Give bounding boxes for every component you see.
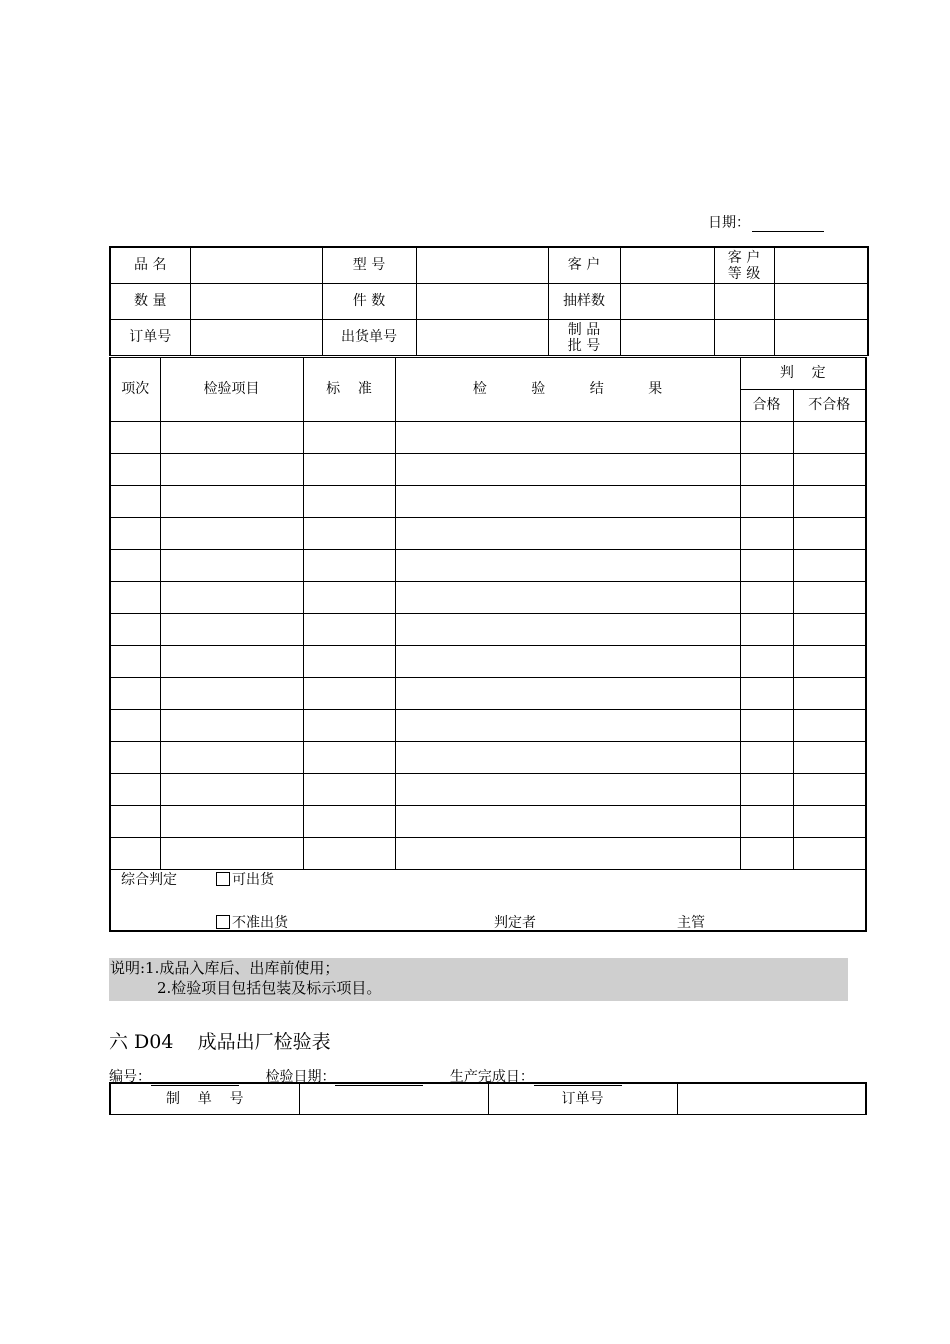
table-row <box>110 678 866 710</box>
ship-checkbox[interactable] <box>216 872 230 886</box>
note-line2: 2.检验项目包括包装及标示项目。 <box>157 979 382 997</box>
option-ship-label: 可出货 <box>232 872 274 888</box>
blank-cell[interactable] <box>714 284 774 320</box>
result-cell[interactable] <box>395 806 740 838</box>
blank-cell[interactable] <box>774 320 868 356</box>
fail-cell[interactable] <box>793 742 866 774</box>
shipment-no-cell[interactable] <box>416 320 548 356</box>
blank-cell[interactable] <box>774 284 868 320</box>
table-row <box>110 838 866 870</box>
customer-grade-cell[interactable] <box>774 247 868 284</box>
inspection-table <box>109 357 867 870</box>
note-box <box>109 958 848 1001</box>
customer-grade-line1: 客 户 <box>727 249 761 266</box>
summary-label: 综合判定 <box>121 872 177 888</box>
item-no-cell[interactable] <box>110 422 160 454</box>
order-no-cell[interactable] <box>677 1083 866 1115</box>
supervisor-signature <box>677 912 807 932</box>
fail-cell[interactable] <box>793 838 866 870</box>
standard-cell[interactable] <box>303 710 395 742</box>
manufacture-no-label: 制 单 号 <box>110 1083 299 1115</box>
fail-cell[interactable] <box>793 646 866 678</box>
standard-cell[interactable] <box>303 646 395 678</box>
standard-cell[interactable] <box>303 422 395 454</box>
pass-cell[interactable] <box>740 582 793 614</box>
batch-label <box>548 320 620 356</box>
pass-cell[interactable] <box>740 678 793 710</box>
item-no-cell[interactable] <box>110 838 160 870</box>
table-row <box>110 646 866 678</box>
quantity-label: 数 量 <box>110 284 190 320</box>
sample-count-label: 抽样数 <box>548 284 620 320</box>
standard-cell[interactable] <box>303 806 395 838</box>
item-cell[interactable] <box>160 582 303 614</box>
batch-line1: 制 品 <box>567 321 601 338</box>
item-cell[interactable] <box>160 710 303 742</box>
supervisor-label: 主管 <box>677 915 705 931</box>
pass-cell[interactable] <box>740 614 793 646</box>
pass-cell[interactable] <box>740 486 793 518</box>
col-result: 检 验 结 果 <box>395 358 740 422</box>
customer-grade-line2: 等 级 <box>727 265 761 282</box>
table-row <box>110 454 866 486</box>
result-cell[interactable] <box>395 710 740 742</box>
item-cell[interactable] <box>160 806 303 838</box>
date-line <box>708 212 824 232</box>
item-cell[interactable] <box>160 518 303 550</box>
note-line1: 说明:1.成品入库后、出库前使用； <box>110 959 340 977</box>
inspect-date-label: 检验日期： <box>265 1069 336 1085</box>
result-cell[interactable] <box>395 582 740 614</box>
standard-cell[interactable] <box>303 838 395 870</box>
table-row <box>110 614 866 646</box>
result-cell[interactable] <box>395 454 740 486</box>
fail-cell[interactable] <box>793 550 866 582</box>
pass-cell[interactable] <box>740 774 793 806</box>
shipment-no-label: 出货单号 <box>322 320 416 356</box>
result-cell[interactable] <box>395 486 740 518</box>
fail-cell[interactable] <box>793 454 866 486</box>
pass-cell[interactable] <box>740 550 793 582</box>
fail-cell[interactable] <box>793 710 866 742</box>
standard-cell[interactable] <box>303 614 395 646</box>
item-no-cell[interactable] <box>110 486 160 518</box>
item-cell[interactable] <box>160 614 303 646</box>
result-cell[interactable] <box>395 678 740 710</box>
item-no-cell[interactable] <box>110 646 160 678</box>
standard-cell[interactable] <box>303 742 395 774</box>
table-row <box>110 486 866 518</box>
item-no-cell[interactable] <box>110 582 160 614</box>
batch-line2: 批 号 <box>567 337 601 354</box>
batch-cell[interactable] <box>620 320 714 356</box>
item-no-cell[interactable] <box>110 614 160 646</box>
order-no-cell[interactable] <box>190 320 322 356</box>
product-info-table <box>109 246 869 356</box>
date-blank[interactable] <box>752 217 824 232</box>
pass-cell[interactable] <box>740 454 793 486</box>
item-cell[interactable] <box>160 646 303 678</box>
order-no-label: 订单号 <box>110 320 190 356</box>
standard-cell[interactable] <box>303 518 395 550</box>
fail-cell[interactable] <box>793 614 866 646</box>
pass-cell[interactable] <box>740 838 793 870</box>
customer-label: 客 户 <box>548 247 620 284</box>
pass-cell[interactable] <box>740 646 793 678</box>
supervisor-blank[interactable] <box>705 916 807 932</box>
standard-cell[interactable] <box>303 486 395 518</box>
standard-cell[interactable] <box>303 774 395 806</box>
table-row <box>110 582 866 614</box>
product-name-cell[interactable] <box>190 247 322 284</box>
quantity-cell[interactable] <box>190 284 322 320</box>
item-cell[interactable] <box>160 838 303 870</box>
standard-cell[interactable] <box>303 678 395 710</box>
item-no-cell[interactable] <box>110 518 160 550</box>
item-no-cell[interactable] <box>110 454 160 486</box>
table-row <box>110 710 866 742</box>
fail-cell[interactable] <box>793 678 866 710</box>
pass-cell[interactable] <box>740 422 793 454</box>
judge-label: 判定者 <box>494 915 536 931</box>
col-judge: 判 定 <box>740 358 866 390</box>
fail-cell[interactable] <box>793 774 866 806</box>
result-cell[interactable] <box>395 646 740 678</box>
fail-cell[interactable] <box>793 582 866 614</box>
item-no-cell[interactable] <box>110 742 160 774</box>
table-row <box>110 518 866 550</box>
item-cell[interactable] <box>160 422 303 454</box>
customer-grade-label <box>714 247 774 284</box>
col-item-no: 项次 <box>110 358 160 422</box>
result-cell[interactable] <box>395 614 740 646</box>
table-row <box>110 774 866 806</box>
model-cell[interactable] <box>416 247 548 284</box>
result-cell[interactable] <box>395 518 740 550</box>
number-label: 编号： <box>109 1069 151 1085</box>
item-cell[interactable] <box>160 454 303 486</box>
sample-count-cell[interactable] <box>620 284 714 320</box>
col-item: 检验项目 <box>160 358 303 422</box>
no-ship-checkbox[interactable] <box>216 915 230 929</box>
production-done-label: 生产完成日： <box>449 1069 534 1085</box>
blank-cell[interactable] <box>714 320 774 356</box>
pass-cell[interactable] <box>740 710 793 742</box>
order-no-label: 订单号 <box>488 1083 677 1115</box>
result-cell[interactable] <box>395 774 740 806</box>
section-title: 六 D04 成品出厂检验表 <box>109 1031 331 1053</box>
item-cell[interactable] <box>160 774 303 806</box>
option-no-ship[interactable] <box>216 912 288 932</box>
date-label: 日期： <box>708 215 750 231</box>
result-cell[interactable] <box>395 742 740 774</box>
summary-box <box>109 866 867 932</box>
standard-cell[interactable] <box>303 550 395 582</box>
pass-cell[interactable] <box>740 742 793 774</box>
item-cell[interactable] <box>160 742 303 774</box>
pass-cell[interactable] <box>740 518 793 550</box>
fail-cell[interactable] <box>793 486 866 518</box>
item-cell[interactable] <box>160 678 303 710</box>
standard-cell[interactable] <box>303 582 395 614</box>
fail-cell[interactable] <box>793 518 866 550</box>
item-no-cell[interactable] <box>110 774 160 806</box>
col-fail: 不合格 <box>793 390 866 422</box>
fail-cell[interactable] <box>793 422 866 454</box>
item-no-cell[interactable] <box>110 710 160 742</box>
item-no-cell[interactable] <box>110 550 160 582</box>
col-standard: 标 准 <box>303 358 395 422</box>
item-cell[interactable] <box>160 550 303 582</box>
table-row <box>110 806 866 838</box>
standard-cell[interactable] <box>303 454 395 486</box>
pieces-cell[interactable] <box>416 284 548 320</box>
pieces-label: 件 数 <box>322 284 416 320</box>
judge-signature <box>494 912 628 932</box>
table-row <box>110 550 866 582</box>
product-name-label: 品 名 <box>110 247 190 284</box>
option-no-ship-label: 不准出货 <box>232 915 288 931</box>
table-row <box>110 742 866 774</box>
result-cell[interactable] <box>395 838 740 870</box>
result-cell[interactable] <box>395 550 740 582</box>
result-cell[interactable] <box>395 422 740 454</box>
model-label: 型 号 <box>322 247 416 284</box>
col-pass: 合格 <box>740 390 793 422</box>
option-ship[interactable] <box>216 869 274 889</box>
item-cell[interactable] <box>160 486 303 518</box>
fail-cell[interactable] <box>793 806 866 838</box>
item-no-cell[interactable] <box>110 806 160 838</box>
judge-blank[interactable] <box>536 916 628 932</box>
order-table <box>109 1082 867 1115</box>
customer-cell[interactable] <box>620 247 714 284</box>
pass-cell[interactable] <box>740 806 793 838</box>
item-no-cell[interactable] <box>110 678 160 710</box>
manufacture-no-cell[interactable] <box>299 1083 488 1115</box>
table-row <box>110 422 866 454</box>
